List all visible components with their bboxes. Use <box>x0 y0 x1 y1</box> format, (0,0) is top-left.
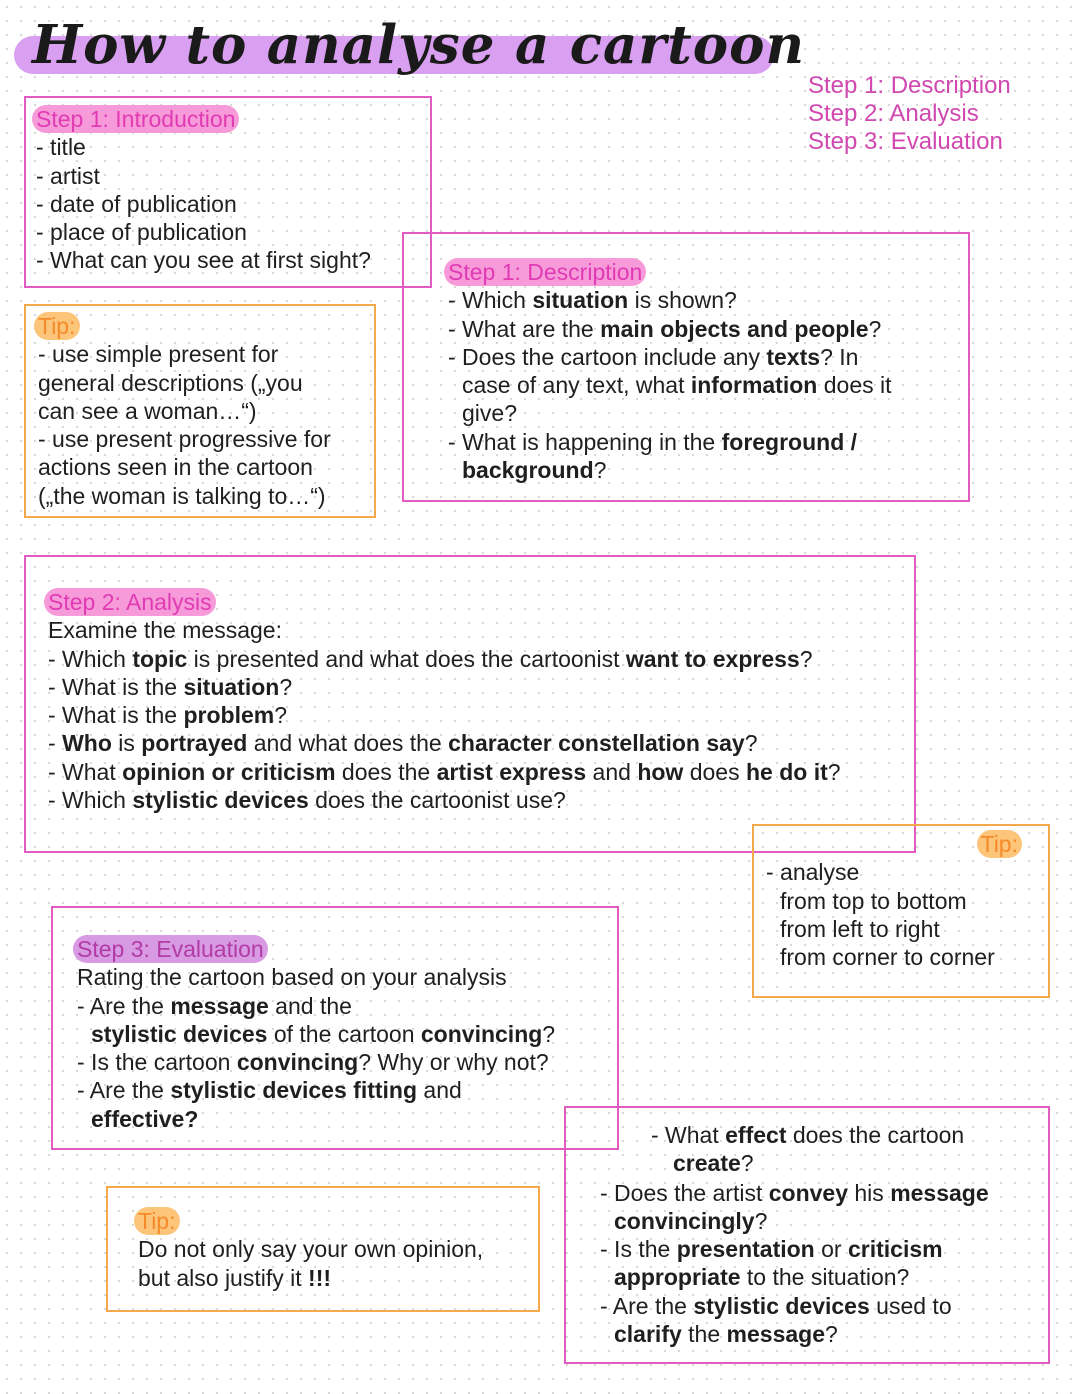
tip-tenses-content <box>38 312 331 510</box>
evaluation-question: - Is the cartoon convincing? Why or why not? <box>77 1049 549 1076</box>
tip-line: from left to right <box>780 915 940 942</box>
intro-item: - place of publication <box>36 219 247 246</box>
description-content: Step 1: Description - Which situation is shown? - What are the main objects and people? - Does the cartoon include any texts? In case of any text, what information does it give? - What is happening in the foreground / background? <box>448 258 892 484</box>
analysis-intro: Examine the message: <box>48 617 282 644</box>
tip-line: („the woman is talking to…“) <box>38 482 326 509</box>
tip-line: can see a woman…“) <box>38 397 257 424</box>
tip-line: actions seen in the cartoon <box>38 454 313 481</box>
description-heading: Step 1: Description <box>444 258 646 286</box>
analysis-question: - What is the problem? <box>48 702 288 729</box>
steps-overview <box>808 72 1011 156</box>
tip-heading: Tip: <box>134 1207 180 1235</box>
introduction-content <box>36 105 371 275</box>
intro-item: - What can you see at first sight? <box>36 247 371 274</box>
tip-heading: Tip: <box>34 312 80 340</box>
tip-line: - analyse <box>766 859 860 886</box>
tip-line: from top to bottom <box>780 887 967 914</box>
tip-line: - use present progressive for <box>38 426 331 453</box>
analysis-content <box>48 588 841 814</box>
page-title: How to analyse a cartoon <box>32 14 805 76</box>
overview-step-3: Step 3: Evaluation <box>808 128 1003 155</box>
tip-line: - use simple present for <box>38 341 279 368</box>
tip-line: general descriptions („you <box>38 369 303 396</box>
tip-line: Do not only say your own opinion, <box>138 1236 484 1263</box>
intro-item: - artist <box>36 162 100 189</box>
tip-analyse-content <box>766 830 1036 971</box>
evaluation-question: - What effect does the cartoon <box>651 1122 965 1148</box>
tip-opinion-content <box>138 1207 483 1292</box>
evaluation-intro: Rating the cartoon based on your analysis <box>77 964 507 991</box>
evaluation-more-content: - What effect does the cartoon create? - Does the artist convey his message convincingly? - Is the presentation or criticism appropriate to the situation? - Are the stylistic devices used to clarify the message? <box>600 1122 989 1348</box>
analysis-question: - What opinion or criticism does the artist express and how does he do it? <box>48 758 841 785</box>
evaluation-question: - Are the stylistic devices used to <box>600 1292 952 1319</box>
introduction-heading: Step 1: Introduction <box>32 105 239 133</box>
evaluation-content: Step 3: Evaluation Rating the cartoon based on your analysis - Are the message and the stylistic devices of the cartoon convincing? - Is the cartoon convincing? Why or why not? - Are the stylistic devices fitting and effective? <box>77 935 555 1133</box>
evaluation-heading: Step 3: Evaluation <box>73 935 268 963</box>
overview-step-1: Step 1: Description <box>808 72 1011 99</box>
overview-step-2: Step 2: Analysis <box>808 100 979 127</box>
description-question: - Does the cartoon include any texts? In <box>448 343 859 370</box>
intro-item: - date of publication <box>36 190 237 217</box>
evaluation-question: - Are the message and the <box>77 992 352 1019</box>
analysis-question: - Who is portrayed and what does the character constellation say? <box>48 730 758 757</box>
tip-line: from corner to corner <box>780 944 995 971</box>
intro-item: - title <box>36 134 86 161</box>
description-question: - What are the main objects and people? <box>448 315 882 342</box>
tip-heading: Tip: <box>977 830 1023 858</box>
evaluation-question: - Does the artist convey his message <box>600 1179 989 1206</box>
description-question: - What is happening in the foreground / <box>448 428 858 455</box>
evaluation-question: - Is the presentation or criticism <box>600 1236 943 1263</box>
analysis-question: - Which stylistic devices does the cartoonist use? <box>48 787 566 814</box>
description-question: - Which situation is shown? <box>448 287 737 314</box>
analysis-question: - What is the situation? <box>48 673 293 700</box>
evaluation-question: - Are the stylistic devices fitting and <box>77 1077 462 1104</box>
analysis-question: - Which topic is presented and what does the cartoonist want to express? <box>48 645 813 672</box>
tip-line: but also justify it !!! <box>138 1264 332 1291</box>
analysis-heading: Step 2: Analysis <box>44 588 216 616</box>
